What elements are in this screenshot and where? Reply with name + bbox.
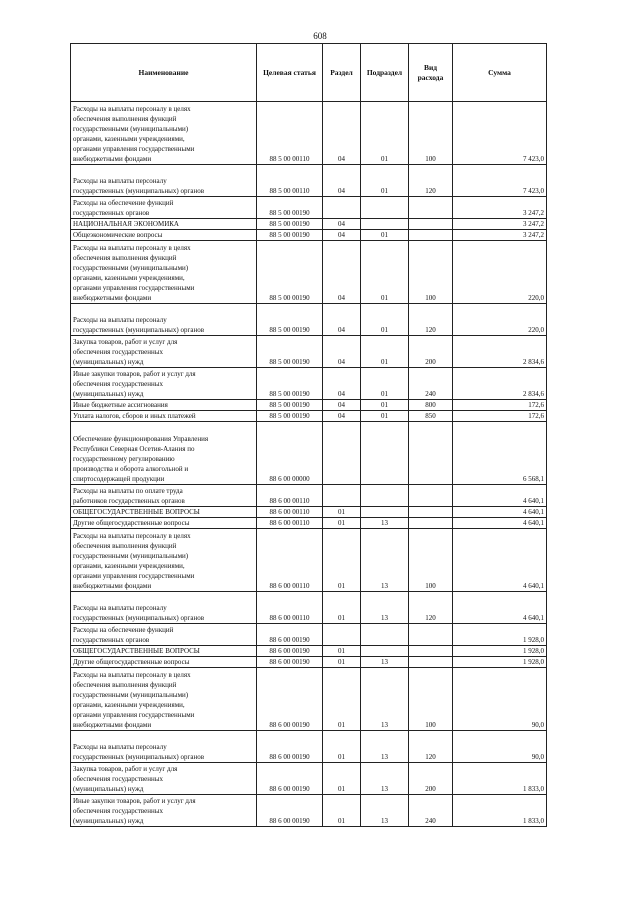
cell-target: 88 6 00 00190 — [257, 763, 323, 795]
table-row — [71, 529, 547, 592]
cell-sum: 1 928,0 — [453, 624, 547, 646]
cell-sum: 3 247,2 — [453, 219, 547, 230]
cell-name: Иные закупки товаров, работ и услуг для обеспечения государственных (муниципальных) нужд — [71, 368, 257, 400]
cell-target: 88 5 00 00110 — [257, 165, 323, 197]
cell-exp-type — [409, 197, 453, 219]
cell-exp-type: 120 — [409, 304, 453, 336]
cell-subsection: 01 — [361, 411, 409, 422]
cell-section: 04 — [323, 165, 361, 197]
header-target: Целевая статья — [257, 44, 323, 102]
cell-target: 88 5 00 00190 — [257, 400, 323, 411]
cell-subsection: 01 — [361, 368, 409, 400]
cell-exp-type — [409, 657, 453, 668]
table-row — [71, 165, 547, 197]
cell-section: 04 — [323, 304, 361, 336]
cell-sum: 4 640,1 — [453, 529, 547, 592]
cell-exp-type — [409, 219, 453, 230]
cell-section: 01 — [323, 646, 361, 657]
cell-name: Расходы на выплаты персоналу государственных (муниципальных) органов — [71, 304, 257, 336]
table-body — [71, 102, 547, 827]
table-row — [71, 411, 547, 422]
cell-section — [323, 485, 361, 507]
cell-exp-type: 120 — [409, 165, 453, 197]
cell-target: 88 5 00 00190 — [257, 304, 323, 336]
cell-subsection: 01 — [361, 241, 409, 304]
cell-target: 88 5 00 00190 — [257, 336, 323, 368]
cell-name: Уплата налогов, сборов и иных платежей — [71, 411, 257, 422]
header-subsection: Подраздел — [361, 44, 409, 102]
cell-target: 88 6 00 00110 — [257, 592, 323, 624]
cell-name: Расходы на выплаты персоналу государственных (муниципальных) органов — [71, 731, 257, 763]
cell-target: 88 6 00 00110 — [257, 518, 323, 529]
cell-section — [323, 197, 361, 219]
table-row — [71, 241, 547, 304]
cell-target: 88 6 00 00190 — [257, 668, 323, 731]
cell-exp-type: 100 — [409, 102, 453, 165]
cell-name: Закупка товаров, работ и услуг для обеспечения государственных (муниципальных) нужд — [71, 763, 257, 795]
cell-section: 01 — [323, 668, 361, 731]
cell-subsection — [361, 219, 409, 230]
cell-sum: 4 640,1 — [453, 507, 547, 518]
table-row — [71, 795, 547, 827]
cell-sum: 172,6 — [453, 411, 547, 422]
cell-exp-type: 100 — [409, 529, 453, 592]
cell-section: 01 — [323, 795, 361, 827]
cell-target: 88 5 00 00190 — [257, 219, 323, 230]
cell-subsection: 01 — [361, 165, 409, 197]
cell-sum: 172,6 — [453, 400, 547, 411]
cell-sum: 4 640,1 — [453, 518, 547, 529]
table-row — [71, 507, 547, 518]
table-header-row — [71, 44, 547, 102]
table-row — [71, 230, 547, 241]
cell-target: 88 6 00 00190 — [257, 657, 323, 668]
cell-name: Общеэкономические вопросы — [71, 230, 257, 241]
cell-name: Расходы на выплаты персоналу в целях обеспечения выполнения функций государственными (муниципальными) органами, казенными учреждениями, органами управления государственными внебюджетными фондами — [71, 668, 257, 731]
cell-exp-type: 200 — [409, 763, 453, 795]
cell-target: 88 6 00 00110 — [257, 485, 323, 507]
table-row — [71, 368, 547, 400]
cell-subsection: 01 — [361, 230, 409, 241]
cell-name: НАЦИОНАЛЬНАЯ ЭКОНОМИКА — [71, 219, 257, 230]
cell-sum: 2 834,6 — [453, 368, 547, 400]
cell-name: Обеспечение функционирования Управления Республики Северная Осетия-Алания по государственному регулированию производства и оборота алкогольной и спиртосодержащей продукции — [71, 422, 257, 485]
cell-subsection: 13 — [361, 795, 409, 827]
cell-name: Закупка товаров, работ и услуг для обеспечения государственных (муниципальных) нужд — [71, 336, 257, 368]
page-number: 608 — [313, 31, 327, 41]
cell-section — [323, 624, 361, 646]
cell-sum: 7 423,0 — [453, 102, 547, 165]
cell-sum: 220,0 — [453, 241, 547, 304]
cell-subsection — [361, 624, 409, 646]
cell-subsection: 13 — [361, 668, 409, 731]
cell-section: 01 — [323, 731, 361, 763]
cell-sum: 1 928,0 — [453, 657, 547, 668]
table-row — [71, 197, 547, 219]
cell-target: 88 6 00 00000 — [257, 422, 323, 485]
table-row — [71, 102, 547, 165]
header-sum: Сумма — [453, 44, 547, 102]
cell-target: 88 6 00 00190 — [257, 731, 323, 763]
cell-sum: 90,0 — [453, 668, 547, 731]
cell-exp-type: 200 — [409, 336, 453, 368]
cell-name: ОБЩЕГОСУДАРСТВЕННЫЕ ВОПРОСЫ — [71, 646, 257, 657]
cell-sum: 3 247,2 — [453, 230, 547, 241]
cell-target: 88 6 00 00110 — [257, 529, 323, 592]
cell-exp-type: 120 — [409, 592, 453, 624]
cell-subsection: 01 — [361, 102, 409, 165]
cell-sum: 7 423,0 — [453, 165, 547, 197]
cell-exp-type: 240 — [409, 795, 453, 827]
table-row — [71, 624, 547, 646]
cell-name: Расходы на обеспечение функций государственных органов — [71, 624, 257, 646]
cell-target: 88 5 00 00190 — [257, 241, 323, 304]
cell-target: 88 6 00 00190 — [257, 795, 323, 827]
table-row — [71, 219, 547, 230]
table-row — [71, 731, 547, 763]
cell-exp-type — [409, 518, 453, 529]
cell-sum: 220,0 — [453, 304, 547, 336]
cell-exp-type — [409, 624, 453, 646]
cell-section: 04 — [323, 400, 361, 411]
cell-name: Расходы на выплаты персоналу в целях обеспечения выполнения функций государственными (муниципальными) органами, казенными учреждениями, органами управления государственными внебюджетными фондами — [71, 529, 257, 592]
cell-sum: 1 833,0 — [453, 795, 547, 827]
cell-sum: 1 833,0 — [453, 763, 547, 795]
cell-subsection — [361, 646, 409, 657]
header-name: Наименование — [71, 44, 257, 102]
cell-section: 04 — [323, 336, 361, 368]
table-row — [71, 646, 547, 657]
cell-target: 88 6 00 00190 — [257, 646, 323, 657]
cell-section: 01 — [323, 529, 361, 592]
cell-exp-type: 850 — [409, 411, 453, 422]
cell-name: Расходы на обеспечение функций государственных органов — [71, 197, 257, 219]
table-row — [71, 304, 547, 336]
cell-section: 01 — [323, 518, 361, 529]
cell-subsection — [361, 507, 409, 518]
table-row — [71, 485, 547, 507]
cell-name: Расходы на выплаты персоналу в целях обеспечения выполнения функций государственными (муниципальными) органами, казенными учреждениями, органами управления государственными внебюджетными фондами — [71, 102, 257, 165]
cell-sum: 6 568,1 — [453, 422, 547, 485]
cell-name: Иные закупки товаров, работ и услуг для обеспечения государственных (муниципальных) нужд — [71, 795, 257, 827]
cell-subsection: 13 — [361, 529, 409, 592]
cell-subsection: 13 — [361, 731, 409, 763]
cell-subsection: 13 — [361, 518, 409, 529]
cell-sum: 3 247,2 — [453, 197, 547, 219]
table-row — [71, 592, 547, 624]
cell-name: Расходы на выплаты персоналу в целях обеспечения выполнения функций государственными (муниципальными) органами, казенными учреждениями, органами управления государственными внебюджетными фондами — [71, 241, 257, 304]
cell-section: 04 — [323, 219, 361, 230]
cell-subsection: 13 — [361, 763, 409, 795]
cell-subsection: 13 — [361, 657, 409, 668]
cell-name: Расходы на выплаты персоналу государственных (муниципальных) органов — [71, 165, 257, 197]
cell-target: 88 6 00 00110 — [257, 507, 323, 518]
cell-exp-type: 120 — [409, 731, 453, 763]
cell-sum: 1 928,0 — [453, 646, 547, 657]
budget-table — [70, 43, 547, 827]
cell-section: 01 — [323, 507, 361, 518]
table-row — [71, 657, 547, 668]
cell-sum: 2 834,6 — [453, 336, 547, 368]
cell-name: Другие общегосударственные вопросы — [71, 657, 257, 668]
cell-name: Расходы на выплаты по оплате труда работников государственных органов — [71, 485, 257, 507]
cell-subsection — [361, 422, 409, 485]
cell-exp-type: 240 — [409, 368, 453, 400]
cell-subsection — [361, 485, 409, 507]
cell-section: 04 — [323, 102, 361, 165]
cell-name: Иные бюджетные ассигнования — [71, 400, 257, 411]
cell-section: 01 — [323, 592, 361, 624]
table-row — [71, 336, 547, 368]
cell-sum: 4 640,1 — [453, 592, 547, 624]
cell-subsection — [361, 197, 409, 219]
cell-target: 88 6 00 00190 — [257, 624, 323, 646]
cell-sum: 90,0 — [453, 731, 547, 763]
header-exp-type: Вид расхода — [409, 44, 453, 102]
header-section: Раздел — [323, 44, 361, 102]
cell-exp-type — [409, 230, 453, 241]
cell-exp-type — [409, 485, 453, 507]
table-row — [71, 422, 547, 485]
table-row — [71, 763, 547, 795]
cell-section: 04 — [323, 411, 361, 422]
cell-target: 88 5 00 00190 — [257, 411, 323, 422]
table-row — [71, 668, 547, 731]
cell-subsection: 01 — [361, 336, 409, 368]
table-row — [71, 518, 547, 529]
cell-exp-type: 100 — [409, 241, 453, 304]
cell-section: 01 — [323, 763, 361, 795]
cell-exp-type: 800 — [409, 400, 453, 411]
cell-exp-type — [409, 422, 453, 485]
cell-target: 88 5 00 00190 — [257, 368, 323, 400]
cell-name: Расходы на выплаты персоналу государственных (муниципальных) органов — [71, 592, 257, 624]
cell-exp-type — [409, 507, 453, 518]
cell-target: 88 5 00 00190 — [257, 230, 323, 241]
cell-section: 01 — [323, 657, 361, 668]
cell-subsection: 01 — [361, 304, 409, 336]
cell-name: ОБЩЕГОСУДАРСТВЕННЫЕ ВОПРОСЫ — [71, 507, 257, 518]
cell-subsection: 01 — [361, 400, 409, 411]
cell-name: Другие общегосударственные вопросы — [71, 518, 257, 529]
cell-section: 04 — [323, 368, 361, 400]
table-row — [71, 400, 547, 411]
cell-section: 04 — [323, 230, 361, 241]
cell-target: 88 5 00 00190 — [257, 197, 323, 219]
cell-exp-type: 100 — [409, 668, 453, 731]
cell-exp-type — [409, 646, 453, 657]
cell-sum: 4 640,1 — [453, 485, 547, 507]
cell-subsection: 13 — [361, 592, 409, 624]
cell-section: 04 — [323, 241, 361, 304]
cell-target: 88 5 00 00110 — [257, 102, 323, 165]
cell-section — [323, 422, 361, 485]
